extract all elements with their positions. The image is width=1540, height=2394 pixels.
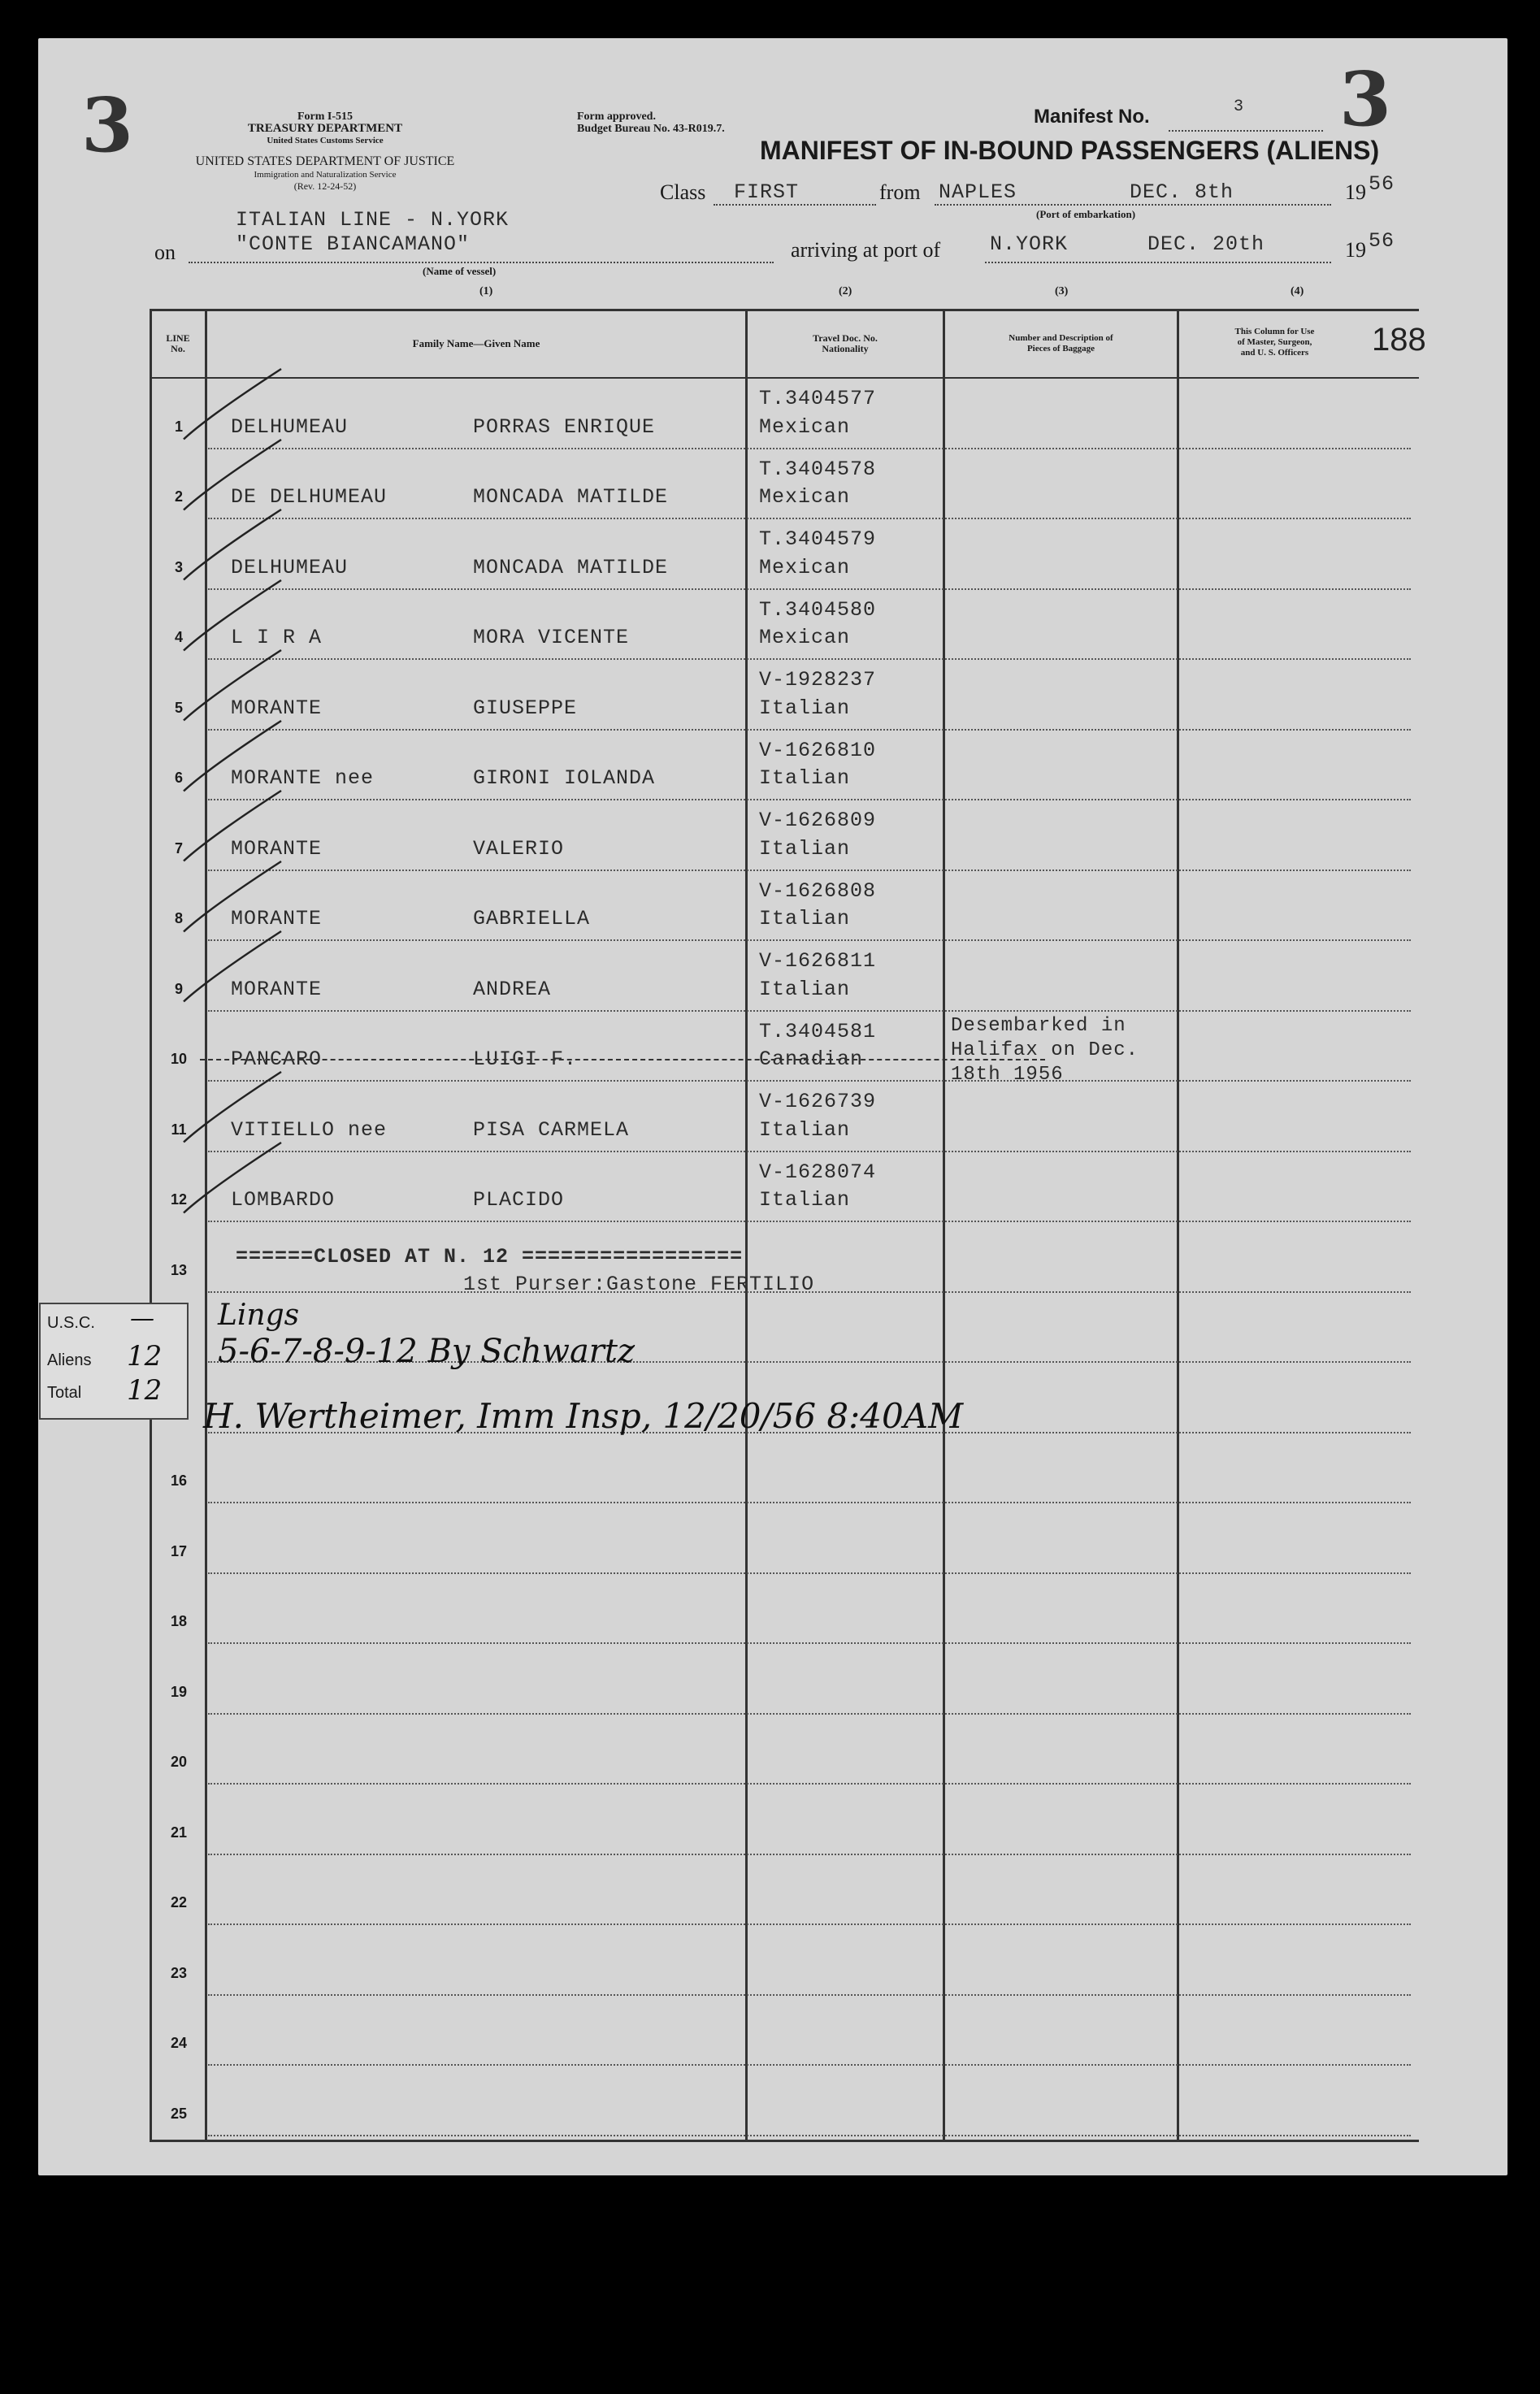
- family-name: MORANTE: [231, 977, 323, 1001]
- given-name: ANDREA: [473, 977, 552, 1001]
- line-number: 8: [174, 910, 183, 926]
- given-name: MONCADA MATILDE: [473, 485, 669, 509]
- travel-doc-number: T.3404581: [759, 1019, 877, 1043]
- table-row: [151, 590, 1419, 661]
- count-stamp: [39, 1303, 189, 1420]
- aliens-value: 12: [127, 1340, 163, 1373]
- given-name: MONCADA MATILDE: [473, 555, 669, 579]
- family-name: VITIELLO nee: [231, 1117, 388, 1142]
- arriving-year-prefix: 19: [1345, 238, 1366, 262]
- nationality: Mexican: [759, 626, 851, 649]
- manifest-number-value: 3: [1234, 98, 1245, 116]
- manifest-title: MANIFEST OF IN-BOUND PASSENGERS (ALIENS): [760, 136, 1380, 165]
- handwritten-note-1: Lings: [218, 1299, 300, 1332]
- line-number: 1: [174, 418, 183, 435]
- travel-doc-number: V-1626811: [759, 949, 877, 973]
- line-number: 22: [170, 1894, 188, 1910]
- table-row: [151, 731, 1419, 801]
- nationality: Mexican: [759, 555, 851, 579]
- line-number: 24: [170, 2035, 188, 2051]
- line-number: 3: [174, 558, 183, 575]
- travel-doc-number: T.3404580: [759, 597, 877, 622]
- given-name: VALERIO: [473, 836, 565, 861]
- line-number: 13: [170, 1261, 188, 1278]
- table-row: [151, 1012, 1419, 1086]
- empty-row: [151, 1503, 1419, 1574]
- nationality: Italian: [759, 836, 851, 861]
- empty-row: [151, 1715, 1419, 1785]
- corner-number-right: 3: [1339, 55, 1392, 143]
- corner-number-left: 3: [81, 81, 134, 169]
- family-name: MORANTE: [231, 907, 323, 930]
- line-number: 17: [170, 1542, 188, 1559]
- col-header-officers: This Column for Use of Master, Surgeon, and U. S. Officers: [1234, 327, 1315, 358]
- port-embarkation-note: (Port of embarkation): [1036, 208, 1136, 220]
- line-number: 21: [170, 1824, 188, 1841]
- arriving-port: N.YORK: [990, 232, 1069, 256]
- family-name: MORANTE: [231, 836, 323, 861]
- col-num-1: (1): [479, 285, 493, 297]
- line-number: 5: [174, 699, 183, 716]
- travel-doc-number: V-1626810: [759, 738, 877, 762]
- from-port: NAPLES: [939, 180, 1017, 204]
- treasury-dept: TREASURY DEPARTMENT: [247, 122, 403, 135]
- shipping-line: ITALIAN LINE - N.YORK: [236, 208, 510, 232]
- given-name: LUIGI F.: [473, 1047, 578, 1071]
- empty-row: [151, 1785, 1419, 1855]
- line-number: 23: [170, 1964, 188, 1981]
- given-name: MORA VICENTE: [473, 626, 630, 649]
- manifest-number-label: Manifest No.: [1034, 106, 1150, 128]
- empty-row: [151, 2066, 1419, 2136]
- line-number: 19: [170, 1683, 188, 1700]
- table-row: [151, 449, 1419, 520]
- col-header-baggage: Number and Description of Pieces of Baggage: [1009, 333, 1113, 353]
- arriving-date: DEC. 20th: [1147, 232, 1265, 256]
- nationality: Italian: [759, 766, 851, 790]
- baggage-note: 18th 1956: [951, 1063, 1064, 1086]
- col-num-2: (2): [839, 285, 852, 297]
- table-row: [151, 871, 1419, 942]
- table-row: [151, 800, 1419, 871]
- travel-doc-number: V-1628074: [759, 1160, 877, 1184]
- ins-service: Immigration and Naturalization Service: [254, 170, 397, 180]
- empty-row: [151, 1574, 1419, 1645]
- handwritten-note-2: 5-6-7-8-9-12 By Schwartz: [218, 1333, 636, 1370]
- table-row: [151, 1152, 1419, 1223]
- line-number: 7: [174, 839, 183, 857]
- nationality: Italian: [759, 1188, 851, 1212]
- usc-value: —: [130, 1304, 154, 1333]
- line-number: 2: [174, 488, 183, 505]
- travel-doc-number: V-1626809: [759, 809, 877, 832]
- baggage-note: Desembarked in: [951, 1014, 1126, 1037]
- from-label: from: [879, 180, 921, 204]
- check-mark-icon: [176, 1136, 297, 1223]
- given-name: PISA CARMELA: [473, 1117, 630, 1142]
- line-number: 9: [174, 980, 183, 997]
- given-name: GABRIELLA: [473, 907, 591, 930]
- revision-date: (Rev. 12-24-52): [293, 180, 357, 192]
- line-number: 11: [171, 1121, 187, 1138]
- family-name: LOMBARDO: [231, 1188, 336, 1212]
- nationality: Italian: [759, 907, 851, 930]
- inspector-signature: H. Wertheimer, Imm Insp, 12/20/56 8:40AM: [203, 1396, 964, 1436]
- strike-line: [200, 1059, 1045, 1060]
- given-name: PORRAS ENRIQUE: [473, 414, 656, 439]
- line-number: 18: [170, 1613, 188, 1629]
- usc-label: U.S.C.: [47, 1314, 95, 1332]
- given-name: GIRONI IOLANDA: [473, 766, 656, 790]
- col-num-4: (4): [1291, 285, 1304, 297]
- travel-doc-number: V-1626808: [759, 878, 877, 903]
- family-name: PANCARO: [231, 1047, 323, 1071]
- empty-row: [151, 1433, 1419, 1504]
- nationality: Italian: [759, 696, 851, 720]
- table-row: [151, 379, 1419, 449]
- total-value: 12: [127, 1374, 163, 1407]
- page-stamp-number: 188: [1372, 322, 1426, 358]
- budget-bureau: Budget Bureau No. 43-R019.7.: [577, 123, 725, 135]
- travel-doc-number: V-1626739: [759, 1090, 877, 1113]
- purser-line: 1st Purser:Gastone FERTILIO: [463, 1273, 815, 1296]
- nationality: Italian: [759, 1117, 851, 1142]
- table-row: [151, 1082, 1419, 1152]
- family-name: L I R A: [231, 626, 323, 649]
- empty-row: [151, 1925, 1419, 1996]
- from-date: DEC. 8th: [1130, 180, 1234, 204]
- travel-doc-number: T.3404577: [759, 387, 877, 410]
- class-label: Class: [660, 180, 706, 204]
- form-number: Form I-515: [297, 111, 354, 123]
- from-year-prefix: 19: [1345, 180, 1366, 204]
- line-number: 16: [170, 1472, 188, 1489]
- col-num-3: (3): [1055, 285, 1069, 297]
- empty-row: [151, 1855, 1419, 1926]
- dept-justice: UNITED STATES DEPARTMENT OF JUSTICE: [195, 154, 455, 168]
- on-label: on: [154, 241, 176, 264]
- line-number: 6: [174, 770, 183, 786]
- vessel-name: "CONTE BIANCAMANO": [236, 232, 471, 256]
- table-row: [151, 660, 1419, 731]
- line-number: 4: [174, 629, 183, 645]
- travel-doc-number: T.3404579: [759, 527, 877, 551]
- total-label: Total: [47, 1384, 82, 1402]
- col-header-travel-doc: Travel Doc. No. Nationality: [813, 332, 878, 354]
- family-name: DELHUMEAU: [231, 414, 349, 439]
- nationality: Mexican: [759, 485, 851, 509]
- line-number: 12: [170, 1191, 188, 1208]
- baggage-note: Halifax on Dec.: [951, 1039, 1139, 1061]
- line-number: 20: [170, 1754, 188, 1770]
- given-name: GIUSEPPE: [473, 696, 578, 720]
- nationality: Italian: [759, 977, 851, 1001]
- col-header-line-no: LINE No.: [166, 332, 190, 354]
- arriving-year: 56: [1369, 229, 1395, 253]
- nationality: Mexican: [759, 414, 851, 439]
- check-mark-icon: [176, 925, 297, 1012]
- empty-row: [151, 1644, 1419, 1715]
- given-name: PLACIDO: [473, 1188, 565, 1212]
- form-approved: Form approved.: [577, 111, 656, 123]
- family-name: DE DELHUMEAU: [231, 485, 388, 509]
- aliens-label: Aliens: [47, 1351, 92, 1369]
- table-row: [151, 941, 1419, 1012]
- travel-doc-number: V-1928237: [759, 668, 877, 692]
- from-year: 56: [1369, 172, 1395, 196]
- family-name: MORANTE nee: [231, 766, 375, 790]
- family-name: DELHUMEAU: [231, 555, 349, 579]
- table-row: [151, 519, 1419, 590]
- class-value: FIRST: [734, 180, 800, 204]
- vessel-note: (Name of vessel): [423, 265, 497, 277]
- closing-line: ======CLOSED AT N. 12 =================: [236, 1245, 744, 1269]
- travel-doc-number: T.3404578: [759, 457, 877, 481]
- col-header-name: Family Name—Given Name: [412, 337, 540, 349]
- nationality: Canadian: [759, 1047, 864, 1071]
- arriving-label: arriving at port of: [791, 238, 941, 262]
- empty-row: [151, 1996, 1419, 2067]
- line-number: 10: [170, 1051, 188, 1067]
- customs-service: United States Customs Service: [267, 136, 384, 145]
- family-name: MORANTE: [231, 696, 323, 720]
- line-number: 25: [170, 2105, 188, 2122]
